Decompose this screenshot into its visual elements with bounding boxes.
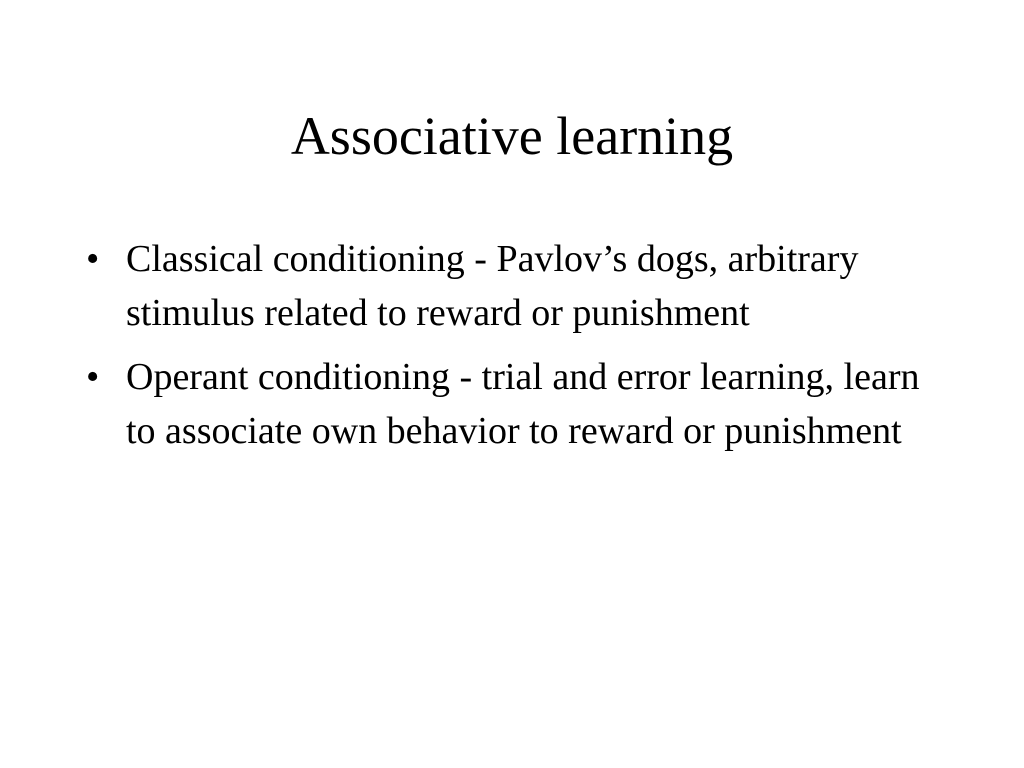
bullet-marker: • (86, 356, 100, 398)
bullet-item-classical-conditioning (86, 232, 946, 340)
bullet-text: Classical conditioning - Pavlov’s dogs, arbitrary stimulus related to reward or punishment (126, 238, 859, 334)
bullet-list (86, 232, 946, 468)
bullet-text: Operant conditioning - trial and error learning, learn to associate own behavior to reward or punishment (126, 356, 920, 452)
slide-title: Associative learning (290, 106, 734, 166)
bullet-marker: • (86, 238, 100, 280)
bullet-item-operant-conditioning (86, 350, 946, 458)
